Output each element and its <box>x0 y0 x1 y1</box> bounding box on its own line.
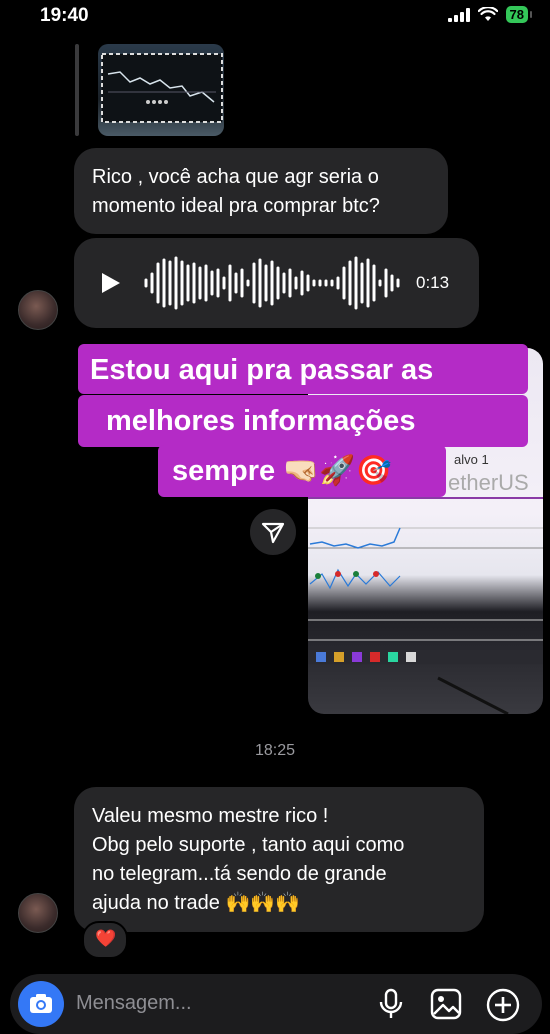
share-button[interactable] <box>250 509 296 555</box>
thanks-line-3: no telegram...tá sendo de grande <box>92 863 387 885</box>
story-caption-line-1 <box>78 344 528 394</box>
plus-icon[interactable] <box>486 988 520 1022</box>
battery-cap <box>530 11 532 18</box>
avatar[interactable] <box>18 290 58 330</box>
microphone-icon[interactable] <box>378 988 404 1020</box>
wifi-icon <box>478 7 498 22</box>
thanks-line-1: Valeu mesmo mestre rico ! <box>92 805 329 827</box>
gallery-icon[interactable] <box>430 988 462 1020</box>
message-thanks[interactable] <box>74 787 484 932</box>
question-line-1: Rico , você acha que agr seria o <box>92 166 379 188</box>
thanks-line-2: Obg pelo suporte , tanto aqui como <box>92 834 405 856</box>
timestamp: 18:25 <box>254 742 296 759</box>
share-icon <box>250 509 296 555</box>
question-line-2: momento ideal pra comprar btc? <box>92 195 380 217</box>
story-caption-line-2 <box>78 395 528 447</box>
play-icon[interactable] <box>100 271 122 295</box>
message-composer <box>10 974 542 1034</box>
camera-button[interactable] <box>18 981 64 1027</box>
status-time: 19:40 <box>40 5 89 26</box>
signal-icon <box>448 8 470 22</box>
reaction-badge[interactable] <box>82 921 128 959</box>
voice-message[interactable] <box>74 238 479 328</box>
heart-icon: ❤️ <box>95 929 117 948</box>
replied-image[interactable] <box>98 44 224 136</box>
reply-indicator <box>75 44 79 136</box>
caption-text-2: melhores informações <box>106 405 416 437</box>
avatar[interactable] <box>18 893 58 933</box>
status-bar <box>0 0 550 36</box>
caption-text-1: Estou aqui pra passar as <box>90 354 434 386</box>
battery-icon: 78 <box>506 6 528 23</box>
chart-photo <box>98 44 224 136</box>
caption-text-3: sempre 🤜🏻🚀🎯 <box>172 455 392 487</box>
message-question-text <box>92 163 380 221</box>
story-caption-line-3 <box>158 445 446 497</box>
thanks-line-4: ajuda no trade 🙌🙌🙌 <box>92 892 301 914</box>
story-label-symbol: etherUS <box>448 470 529 495</box>
voice-duration: 0:13 <box>416 273 450 292</box>
story-label-target: alvo 1 <box>454 452 489 467</box>
message-input[interactable]: Mensagem... <box>76 992 192 1014</box>
status-icons <box>448 6 532 23</box>
message-question[interactable] <box>74 148 448 234</box>
camera-icon <box>18 981 64 1027</box>
